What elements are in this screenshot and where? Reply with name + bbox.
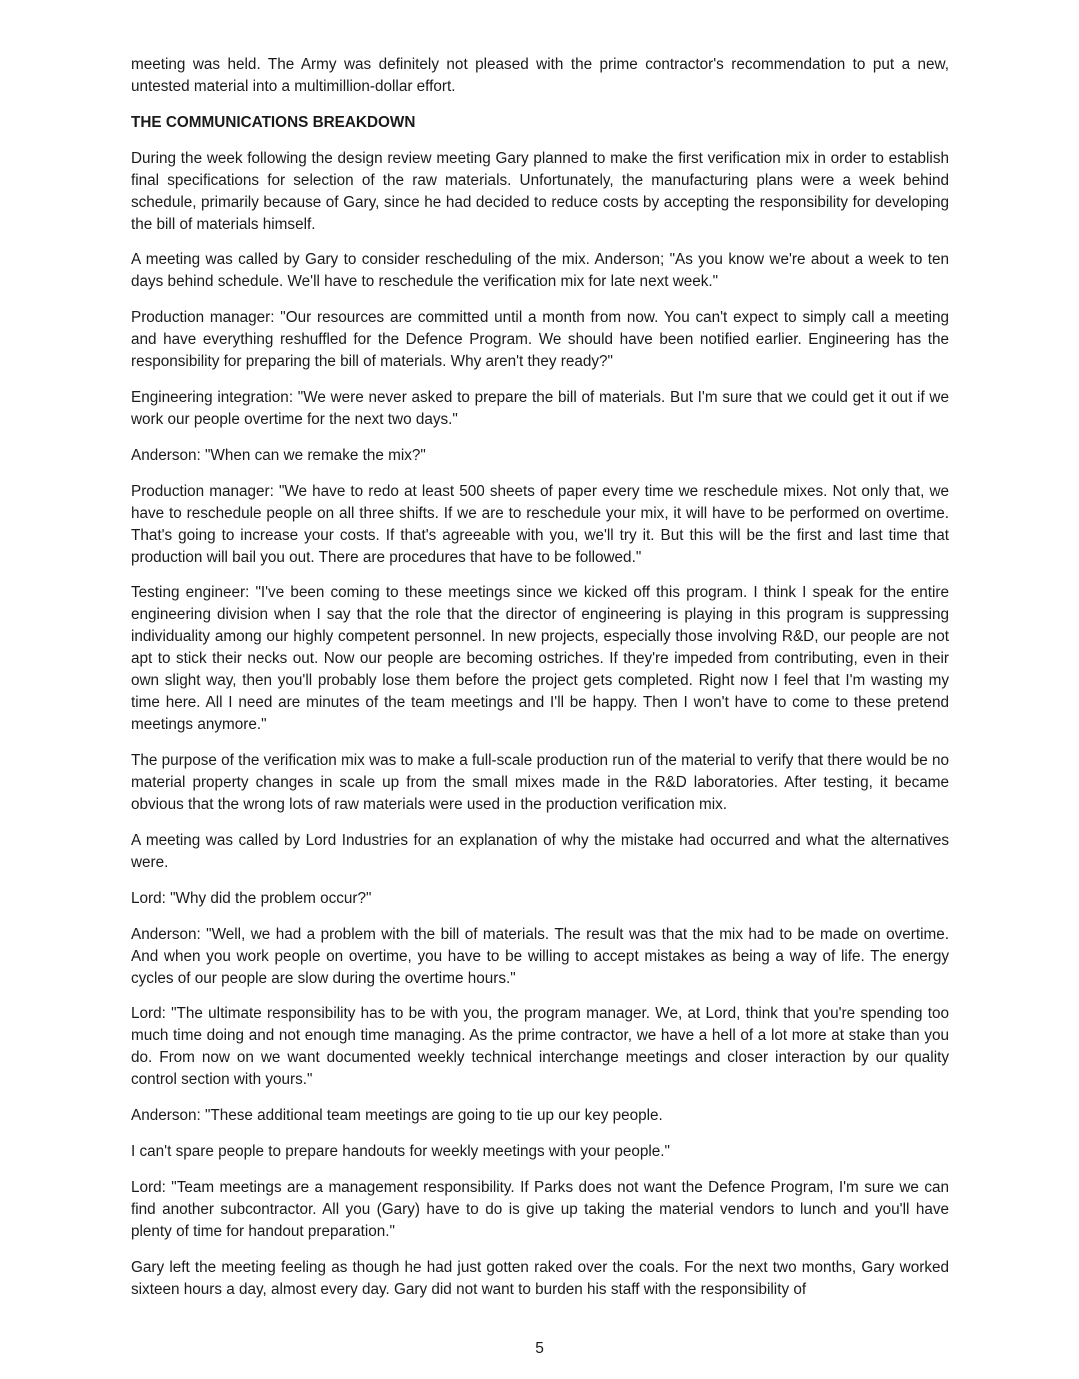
paragraph-9: The purpose of the verification mix was to make a full-scale production run of the material to verify that there would be no material property changes in scale up from the small mixes made in the R&D laboratories. After testing, it became obvious that the wrong lots of raw materials were used in the production verification mix. — [131, 752, 949, 814]
paragraph-2: During the week following the design review meeting Gary planned to make the first verification mix in order to establish final specifications for selection of the raw materials. Unfortunately, the manufacturing plans were a week behind schedule, primarily because of Gary, since he had decided to reduce costs by accepting the responsibility for developing the bill of materials himself. — [131, 149, 949, 233]
section-heading: THE COMMUNICATIONS BREAKDOWN — [131, 113, 416, 131]
paragraph-15: I can't spare people to prepare handouts for weekly meetings with your people." — [131, 1142, 670, 1160]
paragraph-14: Anderson: "These additional team meetings are going to tie up our key people. — [131, 1107, 663, 1125]
paragraph-3: A meeting was called by Gary to consider rescheduling of the mix. Anderson; "As you know we're about a week to ten days behind schedule. We'll have to reschedule the verification mix for late next week." — [131, 251, 949, 291]
paragraph-5: Engineering integration: "We were never asked to prepare the bill of materials. But I'm sure that we could get it out if we work our people overtime for the next two days." — [131, 388, 949, 428]
paragraph-6: Anderson: "When can we remake the mix?" — [131, 446, 426, 464]
paragraph-1: meeting was held. The Army was definitely not pleased with the prime contractor's recommendation to put a new, untested material into a multimillion-dollar effort. — [131, 56, 949, 95]
paragraph-8: Testing engineer: "I've been coming to these meetings since we kicked off this program. I think I speak for the entire engineering division when I say that the role that the director of engineering is playing in this program is suppressing individuality among our highly competent personnel. In new projects, especially those involving R&D, our people are not apt to stick their necks out. Now our people are becoming ostriches. If they're impeded from contributing, even in their own slight way, then you'll probably lose them before the project gets completed. Right now I feel that I'm wasting my time here. All I need are minutes of the team meetings and I'll be happy. Then I won't have to come to these pretend meetings anymore." — [131, 584, 949, 734]
paragraph-13: Lord: "The ultimate responsibility has to be with you, the program manager. We, at Lord, think that you're spending too much time doing and not enough time managing. As the prime contractor, we have a hell of a lot more at stake than you do. From now on we want documented weekly technical interchange meetings and closer interaction by our quality control section with yours." — [131, 1005, 949, 1089]
paragraph-17: Gary left the meeting feeling as though he had just gotten raked over the coals. For the next two months, Gary worked sixteen hours a day, almost every day. Gary did not want to burden his staff with the responsibility of — [131, 1258, 949, 1298]
page-number: 5 — [535, 1340, 544, 1357]
paragraph-12: Anderson: "Well, we had a problem with the bill of materials. The result was that the mix had to be made on overtime. And when you work people on overtime, you have to be willing to accept mistakes as being a way of life. The energy cycles of our people are slow during the overtime hours." — [131, 925, 949, 987]
paragraph-16: Lord: "Team meetings are a management responsibility. If Parks does not want the Defence Program, I'm sure we can find another subcontractor. All you (Gary) have to do is give up taking the material vendors to lunch and you'll have plenty of time for handout preparation." — [131, 1178, 949, 1240]
paragraph-7: Production manager: "We have to redo at least 500 sheets of paper every time we reschedule mixes. Not only that, we have to reschedule people on all three shifts. If we are to reschedule your mix, it will have to be performed on overtime. That's going to increase your costs. If that's agreeable with you, we'll try it. But this will be the first and last time that production will bail you out. There are procedures that have to be followed." — [131, 482, 949, 566]
document-page — [131, 54, 949, 1314]
paragraph-4: Production manager: "Our resources are committed until a month from now. You can't expect to simply call a meeting and have everything reshuffled for the Defence Program. We should have been notified earlier. Engineering has the responsibility for preparing the bill of materials. Why aren't they ready?" — [131, 309, 949, 371]
paragraph-10: A meeting was called by Lord Industries for an explanation of why the mistake had occurred and what the alternatives were. — [131, 831, 949, 871]
paragraph-11: Lord: "Why did the problem occur?" — [131, 889, 372, 907]
